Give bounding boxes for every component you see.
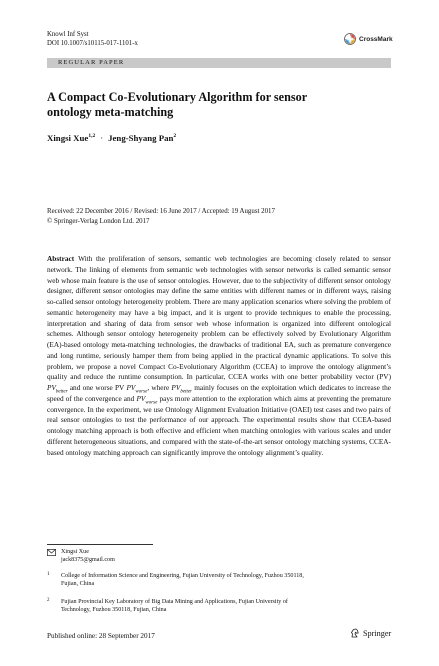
paper-type: REGULAR PAPER <box>58 59 125 66</box>
publisher-logo <box>350 628 391 638</box>
abstract-label: Abstract <box>47 254 75 263</box>
crossmark-badge[interactable] <box>344 33 393 45</box>
publisher-name: Springer <box>363 628 392 638</box>
abstract <box>47 254 391 458</box>
springer-knight-icon <box>350 628 360 638</box>
author-name[interactable]: Jeng-Shyang Pan <box>108 133 174 143</box>
copyright-line: © Springer-Verlag London Ltd. 2017 <box>47 217 150 225</box>
abstract-text: With the proliferation of sensors, semantic web technologies are becoming closely related to sensor network. The linking of elements from semantic web technologies with sensor networks is called semantic sensor web whose main feature is the use of sensor ontologies. However, due to the subjectivity of different sensor ontology designer, different sensor ontologies may define the same entities with different names or in different ways, raising so-called sensor ontology heterogeneity problem. There are many application scenarios where solving the problem of semantic heterogeneity may have a big impact, and it is urgent to provide techniques to enable the processing, interpretation and sharing of data from sensor web whose information is organized into different ontological schemes. Although sensor ontology heterogeneity problem can be effectively solved by Evolutionary Algorithm (EA)-based ontology meta-matching technologies, the drawbacks of traditional EA, such as premature convergence and long runtime, seriously hamper them from being applied in the practical dynamic applications. To solve this problem, we propose a novel Compact Co-Evolutionary Algorithm (CCEA) to improve the ontology alignment’s quality and reduce the runtime consumption. In particular, CCEA works with one better probability vector (PV) $PV_{better}$ and one worse PV $PV_{worse}$, where $PV_{better}$ mainly focuses on the exploitation which dedicates to increase the speed of the convergence and $PV_{worse}$ pays more attention to the exploration which aims at preventing the premature convergence. In the experiment, we use Ontology Alignment Evaluation Initiative (OAEI) test cases and two pairs of real sensor ontologies to test the performance of our approach. The experimental results show that CCEA-based ontology matching approach is both effective and efficient when matching ontologies with various scales and under different heterogeneous situations, and compared with the state-of-the-art sensor ontology matching systems, CCEA-based ontology matching approach can significantly improve the ontology alignment’s quality. <box>47 254 392 457</box>
author-affiliation: 2 <box>173 133 177 140</box>
footnote-number: 2 <box>47 598 50 603</box>
history-line: Received: 22 December 2016 / Revised: 16 June 2017 / Accepted: 19 August 2017 <box>47 208 275 215</box>
author-separator: · <box>100 133 104 143</box>
journal-name: Knowl Inf Syst <box>47 31 89 38</box>
contact-name: Xingsi Xue <box>61 549 89 555</box>
doi[interactable]: DOI 10.1007/s10115-017-1101-x <box>47 40 138 47</box>
footnote-divider <box>47 544 153 545</box>
affiliation-text: College of Information Science and Engineering, Fujian University of Technology, Fuzhou 350118, Fujian, China <box>61 573 304 588</box>
author-list <box>47 133 176 143</box>
footnote-number: 1 <box>47 572 50 577</box>
paper-type-bar <box>47 58 391 68</box>
journal-header <box>47 30 138 48</box>
author-name[interactable]: Xingsi Xue <box>47 133 89 143</box>
history-dates <box>47 207 275 226</box>
contact-email[interactable]: jack8375@gmail.com <box>61 557 115 564</box>
affiliation-text: Fujian Provincial Key Laboratory of Big Data Mining and Applications, Fujian University of Technology, Fuzhou 350118, Fujian, China <box>61 599 288 614</box>
crossmark-icon <box>344 33 356 45</box>
paper-title: A Compact Co-Evolutionary Algorithm for sensor ontology meta-matching <box>47 90 307 119</box>
author-affiliation: 1,2 <box>88 133 96 140</box>
published-date: Published online: 28 September 2017 <box>47 632 155 640</box>
envelope-icon <box>47 549 56 556</box>
crossmark-label: CrossMark <box>359 35 393 43</box>
